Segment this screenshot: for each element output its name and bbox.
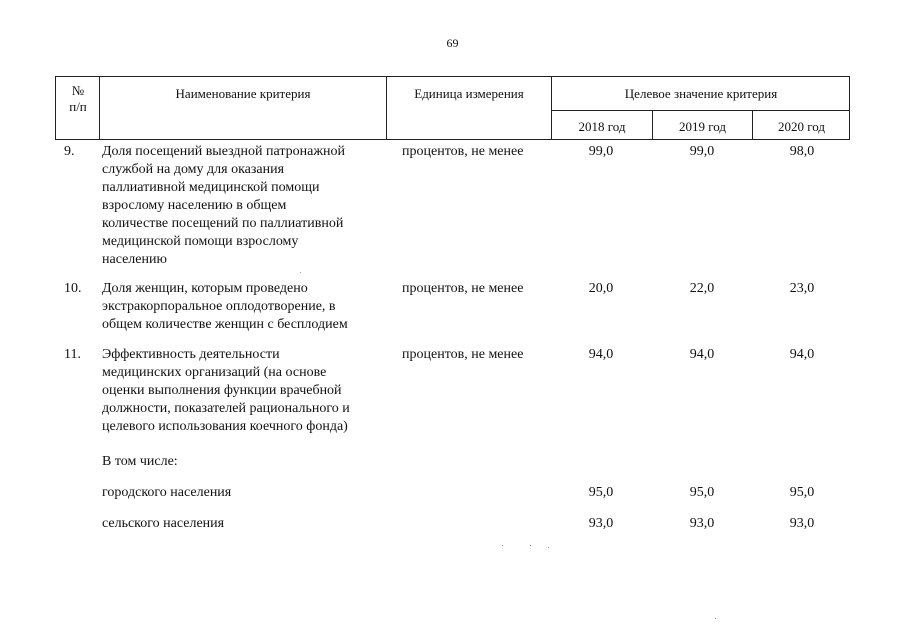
value-2020: 23,0 xyxy=(789,281,815,296)
scan-speck xyxy=(530,545,531,546)
header-year-2018: 2018 год xyxy=(578,119,626,134)
scan-speck xyxy=(715,618,716,619)
value-2018: 20,0 xyxy=(588,281,614,296)
scan-speck xyxy=(300,272,301,273)
value-2020: 93,0 xyxy=(789,516,815,531)
value-2020: 98,0 xyxy=(789,144,815,159)
value-2019: 99,0 xyxy=(689,144,715,159)
header-year-2020: 2020 год xyxy=(778,119,825,134)
row-number: 9. xyxy=(64,144,75,159)
scan-speck xyxy=(502,545,503,546)
row-unit: процентов, не менее xyxy=(402,281,524,296)
scan-speck xyxy=(548,547,549,548)
value-2019: 95,0 xyxy=(689,485,715,500)
header-target: Целевое значение критерия xyxy=(624,86,778,101)
header-num: № п/п xyxy=(69,83,87,114)
row-unit: процентов, не менее xyxy=(402,347,524,362)
value-2018: 94,0 xyxy=(588,347,614,362)
row-number: 11. xyxy=(64,347,81,362)
value-2019: 22,0 xyxy=(689,281,715,296)
header-unit: Единица измерения xyxy=(414,86,524,101)
value-2019: 93,0 xyxy=(689,516,715,531)
value-2018: 95,0 xyxy=(588,485,614,500)
row-name: Эффективность деятельности медицинских организаций (на основе оценки выполнения функции врачебной должности, показателей рационального и целевого использования коечного фонда) xyxy=(102,347,350,434)
header-year-2019: 2019 год xyxy=(679,119,726,134)
divider xyxy=(551,110,849,111)
value-2019: 94,0 xyxy=(689,347,715,362)
value-2020: 95,0 xyxy=(789,485,815,500)
header-name: Наименование критерия xyxy=(175,86,311,101)
row-number: 10. xyxy=(64,281,82,296)
page-number: 69 xyxy=(446,36,459,50)
value-2020: 94,0 xyxy=(789,347,815,362)
subrow-name: сельского населения xyxy=(102,516,225,531)
value-2018: 99,0 xyxy=(588,144,614,159)
subrow-name: городского населения xyxy=(102,485,232,500)
row-name: Доля женщин, которым проведено экстракорпоральное оплодотворение, в общем количестве женщин с бесплодием xyxy=(102,281,348,332)
including-label: В том числе: xyxy=(102,454,178,469)
row-unit: процентов, не менее xyxy=(402,144,524,159)
table-header xyxy=(55,76,850,140)
row-name: Доля посещений выездной патронажной службой на дому для оказания паллиативной медицинской помощи взрослому населению в общем количестве посещений по паллиативной медицинской помощи взрослому населению xyxy=(102,144,345,267)
value-2018: 93,0 xyxy=(588,516,614,531)
